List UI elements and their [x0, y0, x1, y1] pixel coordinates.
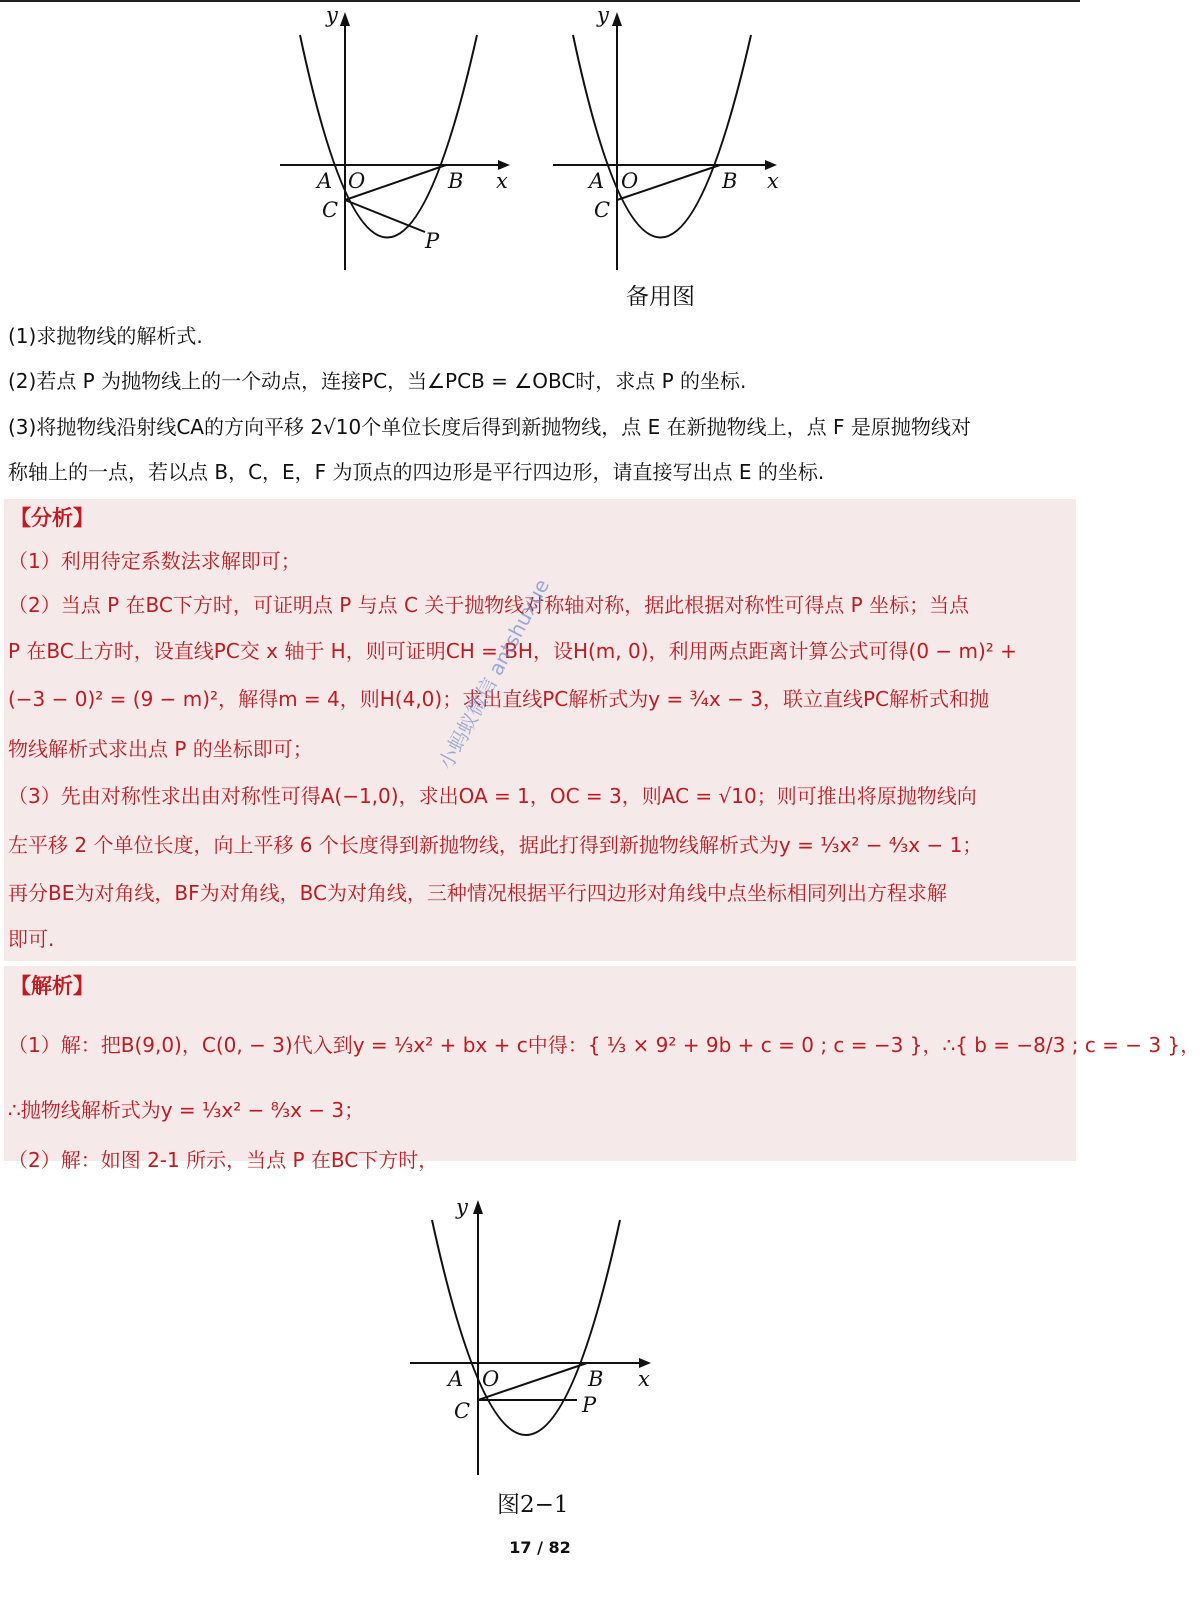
page-number: 17 / 82	[509, 1538, 571, 1557]
figure-2-caption: 备用图	[626, 284, 695, 310]
fig1-label-o: O	[348, 169, 366, 193]
analysis-line-6: （3）先由对称性求出由对称性可得A(−1,0)，求出OA = 1，OC = 3，则AC = √10；则可推出将原抛物线向	[8, 784, 977, 808]
fig3-label-p: P	[582, 1393, 597, 1417]
figure-1	[270, 0, 530, 280]
fig2-label-b: B	[722, 169, 738, 193]
analysis-line-4: (−3 − 0)² = (9 − m)²，解得m = 4，则H(4,0)；求出直线PC解析式为y = ¾x − 3，联立直线PC解析式和抛	[8, 687, 989, 711]
fig3-label-o: O	[482, 1367, 500, 1391]
analysis-line-1: （1）利用待定系数法求解即可；	[8, 549, 301, 573]
analysis-line-9: 即可.	[8, 927, 55, 951]
question-3-line-2: 称轴上的一点，若以点 B，C，E，F 为顶点的四边形是平行四边形，请直接写出点 E 的坐标.	[8, 460, 825, 484]
fig3-label-x: x	[638, 1367, 650, 1391]
top-rule	[0, 0, 1080, 2]
fig3-label-y: y	[456, 1195, 468, 1219]
question-2: (2)若点 P 为抛物线上的一个动点，连接PC，当∠PCB = ∠OBC时，求点 P 的坐标.	[8, 369, 747, 393]
question-3-line-1: (3)将抛物线沿射线CA的方向平移 2√10个单位长度后得到新抛物线，点 E 在新抛物线上，点 F 是原抛物线对	[8, 415, 971, 439]
fig2-label-x: x	[767, 169, 779, 193]
figure-3-caption: 图2−1	[497, 1492, 569, 1518]
fig2-label-a: A	[589, 169, 605, 193]
analysis-line-5: 物线解析式求出点 P 的坐标即可；	[8, 737, 313, 761]
watermark: 小蚂蚁微信 antshuxue	[433, 574, 555, 774]
fig1-label-x: x	[496, 169, 508, 193]
fig2-label-c: C	[594, 198, 611, 222]
solution-line-3: （2）解：如图 2-1 所示，当点 P 在BC下方时，	[8, 1148, 439, 1172]
analysis-line-7: 左平移 2 个单位长度，向上平移 6 个长度得到新抛物线，据此打得到新抛物线解析式为y = ⅓x² − ⁴⁄₃x − 1；	[8, 833, 983, 857]
fig3-label-a: A	[448, 1367, 464, 1391]
fig1-label-c: C	[322, 198, 339, 222]
solution-line-2: ∴抛物线解析式为y = ⅓x² − ⁸⁄₃x − 3；	[8, 1098, 365, 1122]
question-1: (1)求抛物线的解析式.	[8, 324, 203, 348]
analysis-heading: 【分析】	[10, 506, 94, 530]
analysis-line-8: 再分BE为对角线，BF为对角线，BC为对角线，三种情况根据平行四边形对角线中点坐标相同列出方程求解	[8, 881, 947, 905]
fig1-label-b: B	[448, 169, 464, 193]
fig1-label-p: P	[425, 229, 440, 253]
solution-box	[4, 966, 1200, 1161]
solution-line-1: （1）解：把B(9,0)，C(0, − 3)代入到y = ⅓x² + bx + c中得：{ ⅓ × 9² + 9b + c = 0 ; c = −3 }，∴{ b = −8/3 ; c = − 3 }，	[8, 1033, 1200, 1057]
fig1-label-a: A	[317, 169, 333, 193]
analysis-line-3: P 在BC上方时，设直线PC交 x 轴于 H，则可证明CH = BH，设H(m, 0)，利用两点距离计算公式可得(0 − m)² +	[8, 639, 1017, 663]
fig1-label-y: y	[326, 3, 338, 27]
fig3-label-b: B	[588, 1367, 604, 1391]
figure-2	[543, 0, 803, 280]
analysis-line-2: （2）当点 P 在BC下方时，可证明点 P 与点 C 关于抛物线对称轴对称，据此根据对称性可得点 P 坐标；当点	[8, 593, 970, 617]
solution-heading: 【解析】	[10, 974, 94, 998]
figure-3	[400, 1190, 670, 1480]
fig3-label-c: C	[454, 1399, 471, 1423]
fig2-label-o: O	[621, 169, 639, 193]
fig2-label-y: y	[597, 3, 609, 27]
